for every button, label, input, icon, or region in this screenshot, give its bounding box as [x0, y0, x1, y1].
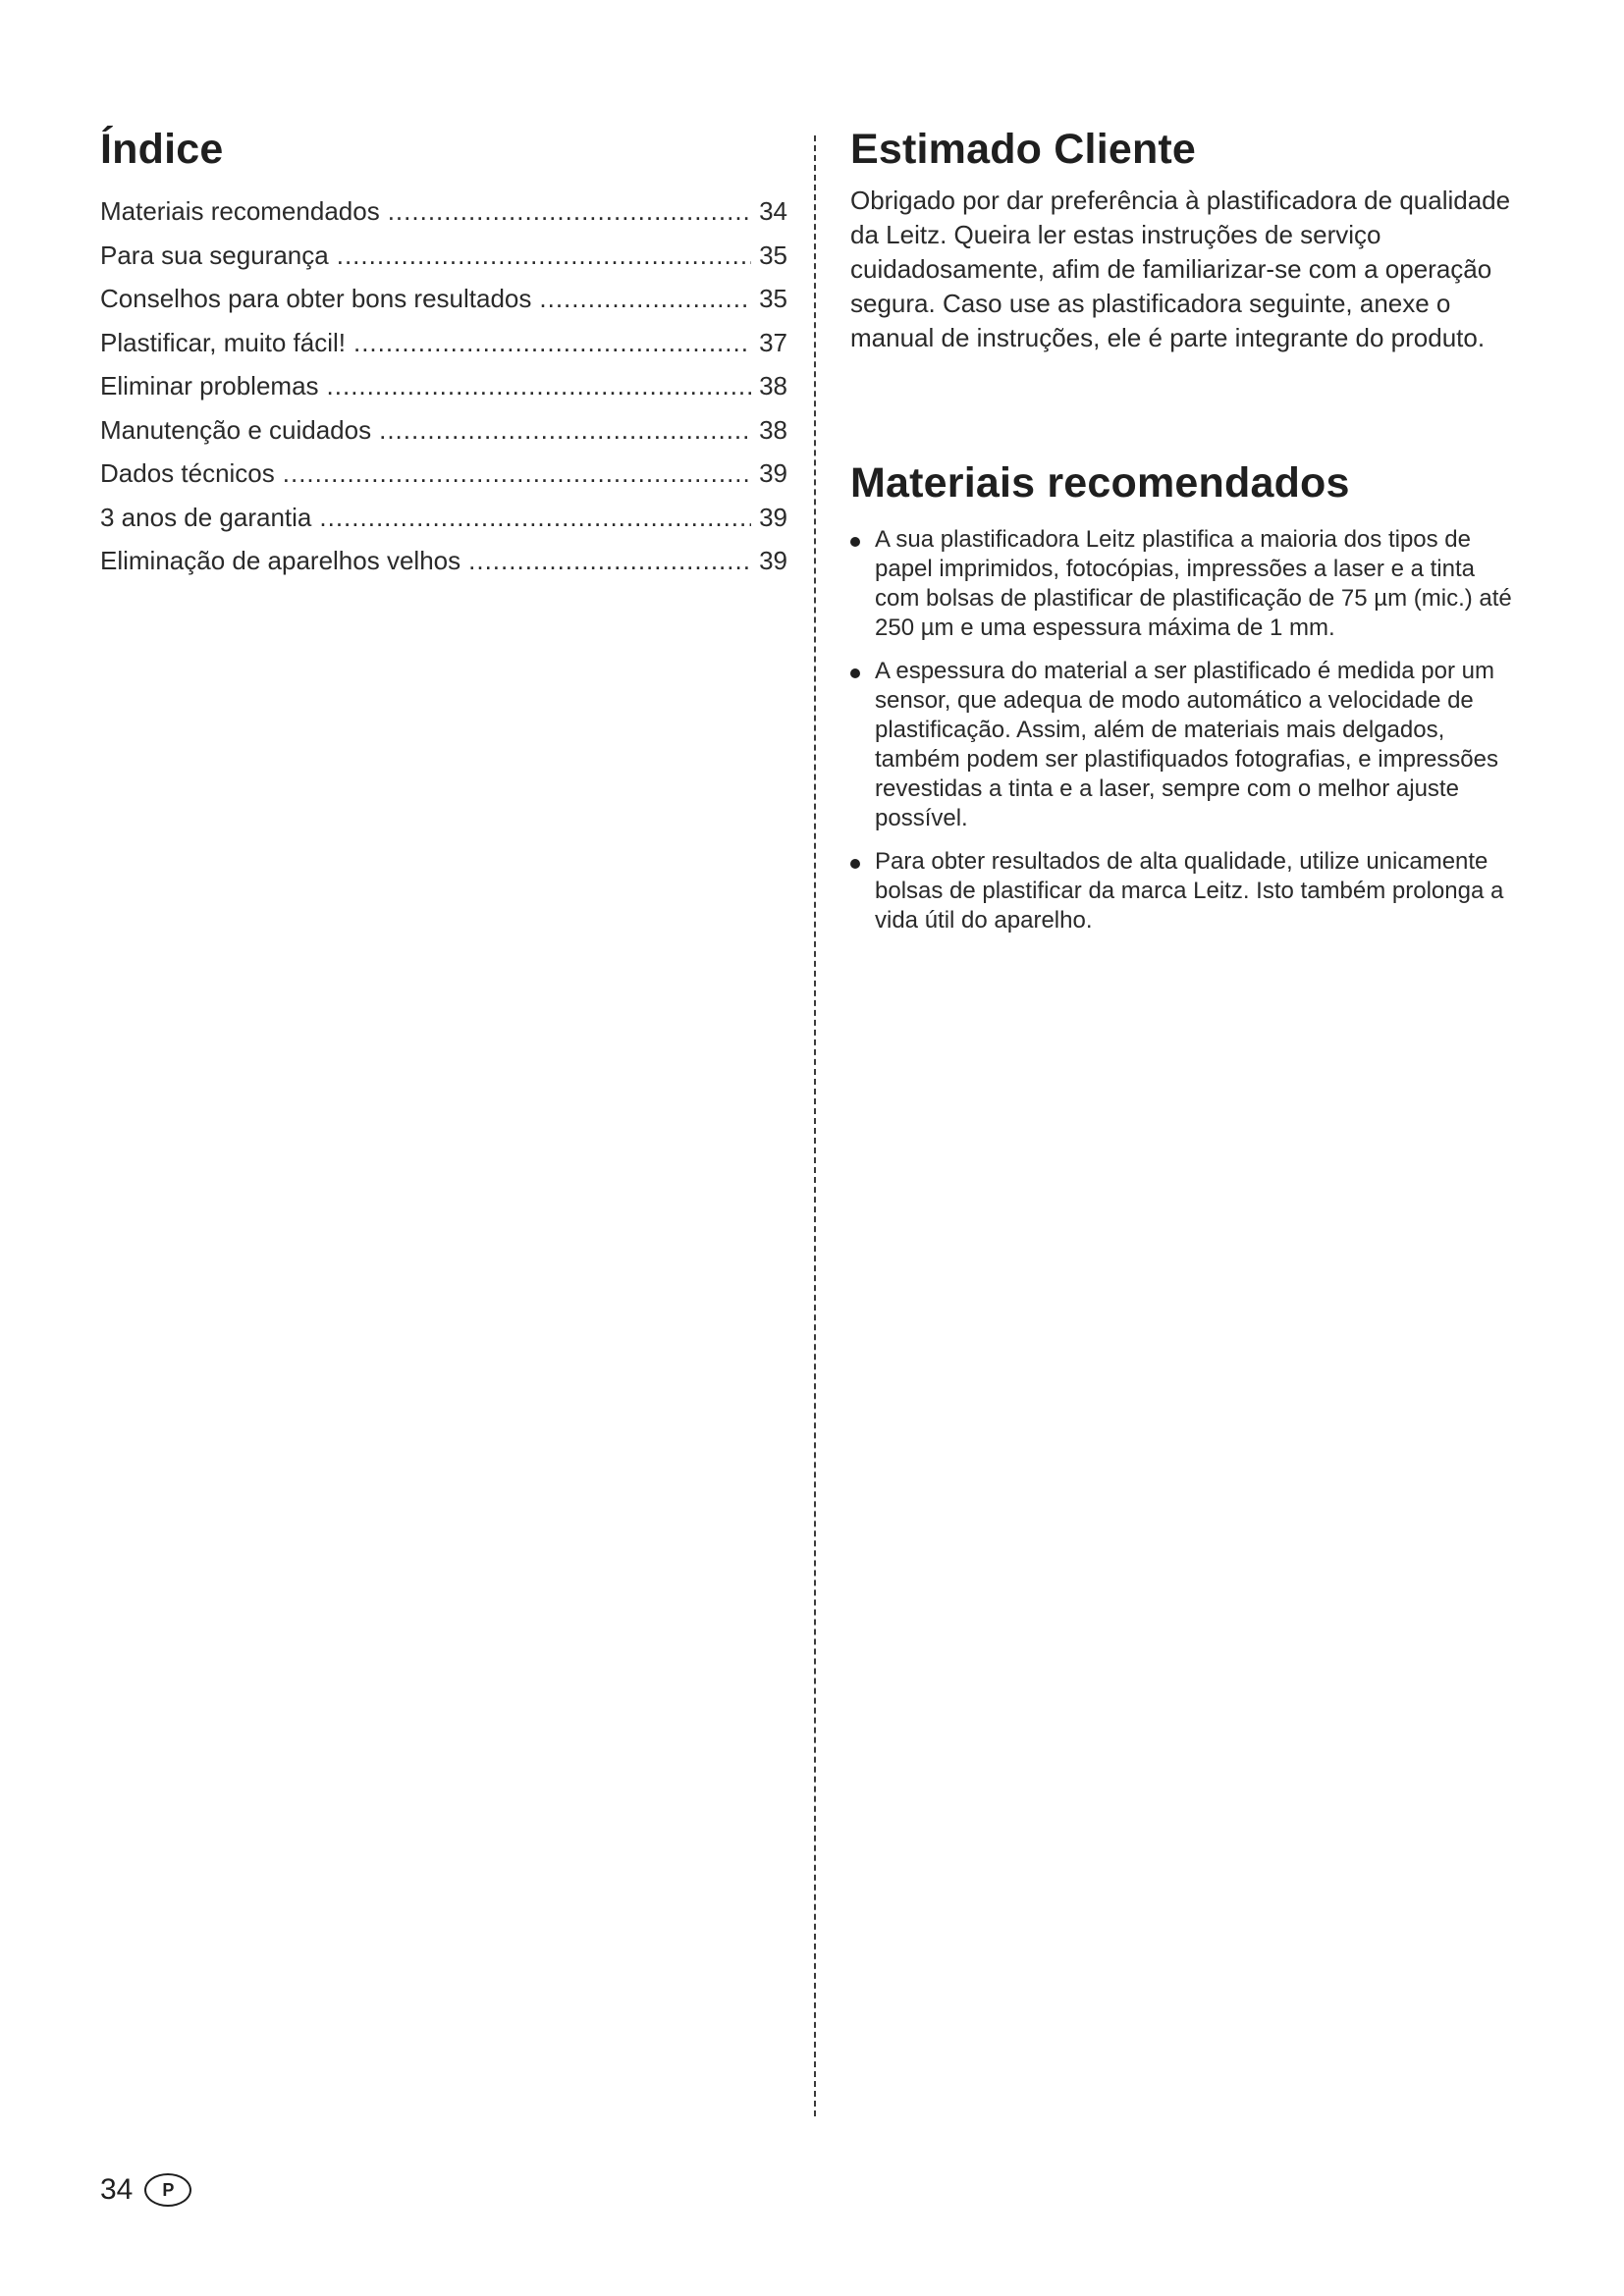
toc-leader-dots	[379, 408, 751, 453]
bullet-icon	[850, 859, 860, 869]
materials-title: Materiais recomendados	[850, 459, 1350, 507]
toc-item[interactable]	[100, 364, 787, 408]
toc-item-page: 35	[759, 284, 787, 313]
list-item-text: A espessura do material a ser plastificado é medida por um sensor, que adequa de modo automático a velocidade de plastificação. Assim, além de materiais mais delgados, também podem ser plastifiquados fotografias, e impressões revestidas a tinta e a laser, sempre com o melhor ajuste possível.	[875, 658, 1498, 831]
toc-item[interactable]	[100, 539, 787, 583]
toc-item-label: 3 anos de garantia	[100, 502, 312, 532]
toc-leader-dots	[388, 189, 751, 234]
toc-item-page: 38	[759, 371, 787, 400]
bullet-icon	[850, 537, 860, 547]
toc-item[interactable]	[100, 496, 787, 540]
toc-item-label: Para sua segurança	[100, 240, 329, 270]
toc-leader-dots	[468, 539, 751, 583]
page-footer	[100, 2173, 191, 2207]
index-section	[100, 126, 787, 583]
toc-item-page: 37	[759, 327, 787, 357]
toc-item[interactable]	[100, 189, 787, 234]
toc-leader-dots	[353, 321, 751, 365]
toc-item-label: Eliminação de aparelhos velhos	[100, 546, 461, 575]
toc-item-page: 38	[759, 414, 787, 445]
toc-item[interactable]	[100, 321, 787, 365]
greeting-text: Obrigado por dar preferência à plastificadora de qualidade da Leitz. Queira ler estas instruções de serviço cuidadosamente, afim de familiarizar-se com a operação segura. Caso use as plastificadora seguinte, anexe o manual de instruções, ele é parte integrante do produto.	[850, 186, 1511, 352]
toc-item-page: 39	[759, 546, 787, 575]
list-item	[850, 657, 1518, 833]
table-of-contents	[100, 189, 787, 583]
index-title: Índice	[100, 126, 224, 173]
greeting-section	[850, 126, 1518, 355]
toc-leader-dots	[539, 277, 751, 321]
page-number: 34	[100, 2173, 134, 2206]
list-item	[850, 847, 1518, 935]
toc-item[interactable]	[100, 277, 787, 321]
column-divider	[814, 135, 816, 2116]
list-item-text: Para obter resultados de alta qualidade, utilize unicamente bolsas de plastificar da marca Leitz. Isto também prolonga a vida útil do aparelho.	[875, 848, 1504, 934]
toc-item-label: Conselhos para obter bons resultados	[100, 284, 532, 313]
list-item	[850, 525, 1518, 643]
toc-item-label: Plastificar, muito fácil!	[100, 327, 346, 357]
toc-item[interactable]	[100, 408, 787, 453]
toc-leader-dots	[337, 234, 751, 278]
toc-leader-dots	[327, 364, 752, 408]
materials-list	[850, 525, 1518, 935]
language-badge-icon: P	[144, 2173, 191, 2207]
toc-item-page: 35	[759, 240, 787, 270]
toc-item[interactable]	[100, 452, 787, 496]
bullet-icon	[850, 668, 860, 678]
toc-leader-dots	[283, 452, 751, 496]
list-item-text: A sua plastificadora Leitz plastifica a maioria dos tipos de papel imprimidos, fotocópias, impressões a laser e a tinta com bolsas de plastificar de plastificação de 75 µm (mic.) até 250 µm e uma espessura máxima de 1 mm.	[875, 526, 1512, 641]
toc-item-label: Materiais recomendados	[100, 196, 380, 226]
materials-section	[850, 459, 1518, 949]
toc-item-label: Dados técnicos	[100, 458, 275, 488]
toc-item[interactable]	[100, 234, 787, 278]
toc-item-label: Manutenção e cuidados	[100, 414, 372, 445]
toc-leader-dots	[319, 496, 751, 540]
toc-item-label: Eliminar problemas	[100, 371, 319, 400]
greeting-title: Estimado Cliente	[850, 126, 1197, 173]
toc-item-page: 34	[759, 196, 787, 226]
toc-item-page: 39	[759, 502, 787, 532]
toc-item-page: 39	[759, 458, 787, 488]
